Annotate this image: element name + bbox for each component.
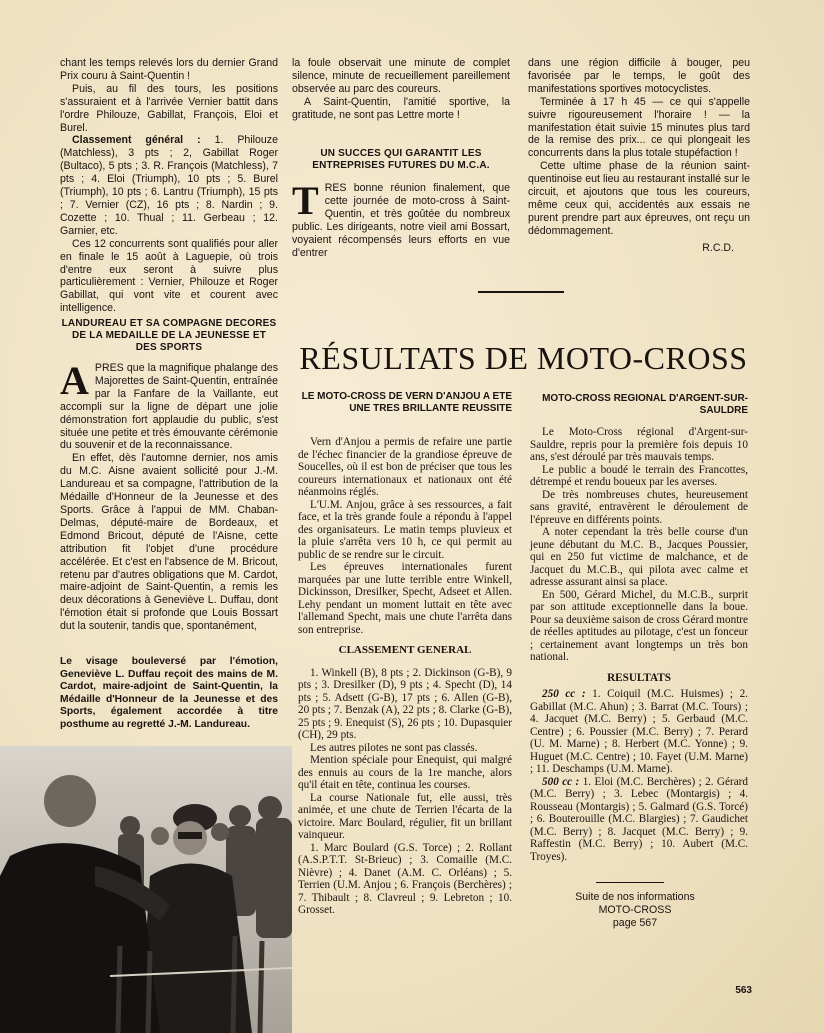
paragraph: Les autres pilotes ne sont pas classés.	[310, 741, 478, 754]
succes-heading: UN SUCCES QUI GARANTIT LES ENTREPRISES FUTURES DU M.C.A.	[312, 148, 490, 171]
paragraph: dans une région difficile à bouger, peu favorisée par le temps, le goût des manifestations sportives motocyclistes.	[528, 57, 750, 95]
ceremony-photo-drawing	[0, 746, 292, 1033]
suite-note	[560, 891, 710, 930]
classement-heading: CLASSEMENT GENERAL	[338, 644, 472, 656]
paragraph: L'U.M. Anjou, grâce à ses ressources, a fait face, et la très grande foule a répondu à l'appel des organisateurs. Le matin temps pluvieux et la pluie s'arrêta vers 10 h, ce qui permit au public de se rendre sur le circuit.	[298, 498, 512, 561]
results-heading: RESULTATS	[607, 671, 671, 684]
paragraph: En effet, dès l'automne dernier, nos amis du M.C. Aisne avaient sollicité pour J.-M. Landureau et sa compagne, l'attribution de la Médaille d'Honneur de la Jeunesse et des Sports. Grâce à l'appui de MM. Chaban-Delmas, député-maire de Bordeaux, et Edmond Bricout, député de l'Aisne, cette attribution fit l'objet d'une procédure accélérée. Et c'est en l'absence de M. Bricout, retenu par d'autres obligations que M. Cardot, maire-adjoint de Saint-Quentin, a remis les deux décorations à Geneviève L. Duffau, dont l'émotion était si profonde que Louis Bossart dut la soutenir, tandis que, spontanément,	[60, 452, 278, 633]
results-500	[530, 776, 748, 864]
ceremony-photo	[0, 746, 292, 1033]
photo-caption: Le visage bouleversé par l'émotion, Geneviève L. Duffau reçoit des mains de M. Cardot, maire-adjoint de Saint-Quentin, la Médaille d'Honneur de la Jeunesse et des Sports, également accordée à titre posthume au regretté J.-M. Landureau.	[60, 656, 278, 730]
column-2-top	[292, 57, 510, 122]
results-500-text: 1. Eloi (M.C. Berchères) ; 2. Gérard (M.C. Berry) ; 3. Lebec (Montargis) ; 4. Rousseau (Montargis) ; 5. Galmard (G.S. Torcé) ; 6. Bouterouille (M.C. Blargies) ; 7. Gaudichet (M.C. Berry) ; 8. Jacquet (M.C. Berry) ; 9. Raffestin (M.C. Berry) ; 10. Aubert (M.C. Troyes).	[530, 775, 748, 863]
paragraph: chant les temps relevés lors du dernier Grand Prix couru à Saint-Quentin !	[60, 57, 278, 82]
label-500cc: 500 cc :	[542, 775, 580, 788]
paragraph: Le Moto-Cross régional d'Argent-sur-Sauldre, repris pour la première fois depuis 10 ans, s'est déroulé par très mauvais temps.	[530, 426, 748, 463]
suite-divider	[596, 882, 664, 883]
landureau-article	[60, 358, 278, 633]
paragraph: Puis, au fil des tours, les positions s'assuraient et à l'arrivée Vernier battit dans l'ordre Philouze, Gabillat, François, Eloi et Burel.	[60, 82, 278, 134]
paragraph: Mention spéciale pour Enequist, qui malgré des ennuis au cours de la 1re manche, alors qu'il était en tête, continua les courses.	[298, 754, 512, 791]
suite-line-1: Suite de nos informations	[575, 891, 695, 903]
succes-article	[292, 178, 510, 259]
results-250	[530, 688, 748, 776]
column-1-top	[60, 57, 278, 315]
paragraph: Les épreuves internationales furent marquées par une lutte terrible entre Winkell, Dickinsson, Dresilker, Specht, Adseet et Allen. Lehy pendant un moment luttait en tête avec l'allemand Specht, mais une chute l'arrêta dans son entreprise.	[298, 561, 512, 636]
signature: R.C.D.	[702, 241, 734, 254]
suite-line-3: page 567	[612, 917, 658, 929]
paragraph: la foule observait une minute de complet silence, minute de recueillement pareillement observée au parc des coureurs.	[292, 57, 510, 95]
paragraph: Vern d'Anjou a permis de refaire une partie de l'échec financier de la grandiose épreuve de Soucelles, où il est bon de préciser que tous les coureurs internationaux et nationaux ont été néanmoins réglés.	[298, 436, 512, 498]
results-250-text: 1. Coiquil (M.C. Huismes) ; 2. Gabillat (M.C. Ahun) ; 3. Barrat (M.C. Tours) ; 4. Jacquet (M.C. Berry) ; 5. Gerbaud (M.C. Centre) ; 6. Poussier (M.C. Berry) ; 7. Perard (U. M. Marne) ; 8. Herbert (M.C. Yonne) ; 9. Huguet (M.C. Centre) ; 10. Fayet (U.M. Marne) ; 11. Deschamps (U.M. Marne).	[530, 688, 748, 775]
paragraph: Terminée à 17 h 45 — ce qui s'appelle suivre rigoureusement l'horaire ! — la manifestation était suivie 15 minutes plus tard de la remise des prix... ce qui plongeait les concurrents dans la plus totale stupéfaction !	[528, 95, 750, 160]
argent-article	[530, 426, 748, 863]
main-title: RÉSULTATS DE MOTO-CROSS	[299, 340, 748, 376]
paragraph: 1. Marc Boulard (G.S. Torce) ; 2. Rollant (A.S.P.T.T. St-Brieuc) ; 3. Comaille (M.C. Nièvre) ; 4. Danet (A.M. C. Orléans) ; 5. Terrien (U.M. Anjou ; 6. François (Berchères) ; 7. Thibault ; 8. Clavreul ; 9. Lebreton ; 10. Grosset.	[298, 841, 512, 916]
vern-article	[298, 436, 512, 917]
paragraph: En 500, Gérard Michel, du M.C.B., surprit par son attitude exceptionnelle dans la boue. Pour sa deuxième saison de cross Gérard montre de réelles aptitudes au pilotage, c'est un fonceur ; certainement avant longtemps un très bon national.	[530, 588, 748, 663]
classement-label: Classement général :	[72, 134, 201, 147]
landureau-heading: LANDUREAU ET SA COMPAGNE DECORES DE LA MEDAILLE DE LA JEUNESSE ET DES SPORTS	[61, 318, 277, 353]
argent-heading: MOTO-CROSS REGIONAL D'ARGENT-SUR-SAULDRE	[542, 393, 748, 416]
classement-general	[60, 134, 278, 237]
column-3-top	[528, 57, 750, 255]
classement-results: 1. Winkell (B), 8 pts ; 2. Dickinson (G-B), 9 pts ; 3. Dresilker (D), 9 pts ; 4. Specht (D), 14 pts ; 5. Adsett (G-B), 17 pts ; 6. Allen (G-B), 20 pts ; 7. Benzak (A), 22 pts ; 8. Clarke (G-B), 25 pts ; 9. Enequist (S), 26 pts ; 10. Dupasquier (CH), 29 pts.	[298, 666, 512, 741]
paragraph: PRES que la magnifique phalange des Majorettes de Saint-Quentin, entraînée par la Fanfare de la Vaillante, eut accompli sur la ligne de départ une jolie démonstration fort applaudie du public, s'est située une petite et très émouvante cérémonie du souvenir et de la reconnaissance.	[60, 362, 278, 452]
dropcap-a: A	[60, 358, 89, 403]
paragraph: La course Nationale fut, elle aussi, très animée, et une chute de Terrien l'écarta de la victoire. Marc Boulard, régulier, fit un brillant vainqueur.	[298, 791, 512, 841]
paragraph: Le public a boudé le terrain des Francottes, détrempé et rendu boueux par les averses.	[530, 463, 748, 488]
page-number: 563	[735, 985, 752, 996]
suite-line-2: MOTO-CROSS	[598, 904, 672, 916]
dropcap-t: T	[292, 178, 319, 223]
paragraph: Ces 12 concurrents sont qualifiés pour aller en finale le 15 août à Laguepie, où trois d'entre eux seront à suivre plus particulièrement : Vernier, Philouze et Roger Gabillat, qui vont vite et courent avec intelligence.	[60, 237, 278, 315]
section-divider	[478, 291, 564, 293]
vern-heading: LE MOTO-CROSS DE VERN D'ANJOU A ETE UNE TRES BRILLANTE REUSSITE	[301, 391, 512, 414]
paragraph: De très nombreuses chutes, heureusement sans gravité, entravèrent le déroulement de l'épreuve en différents points.	[530, 488, 748, 526]
label-250cc: 250 cc :	[542, 688, 586, 700]
paragraph: Cette ultime phase de la réunion saint-quentinoise eut lieu au restaurant installé sur le circuit, et ajoutons que tous les coureurs, même ceux qui, accidentés aux essais ne purent prendre part aux épreuves, ont reçu un dédommagement.	[528, 160, 750, 237]
classement-text: 1. Philouze (Matchless), 3 pts ; 2, Gabillat Roger (Bultaco), 5 pts ; 3. R. François (Matchless), 7 pts ; 4. Eloi (Triumph), 10 pts ; 5. Burel (Triumph), 10 pts ; 6. Lantru (Triumph), 15 pts ; 7. Vernier (CZ), 16 pts ; 8. Nardin ; 9. Cozette ; 10. Thual ; 11. Gerbeau ; 12. Garnier, etc.	[60, 134, 278, 237]
paragraph: A Saint-Quentin, l'amitié sportive, la gratitude, ne sont pas Lettre morte !	[292, 95, 510, 121]
paragraph: RES bonne réunion finalement, que cette journée de moto-cross à Saint-Quentin, et très goûtée du nombreux public. Les dirigeants, notre vieil ami Bossart, voyaient récompensés leurs efforts en vue d'entrer	[292, 182, 510, 259]
paragraph: A noter cependant la très belle course d'un jeune débutant du M.C. B., Jacques Poussier, qui en 250 fut victime de malchance, et de Jacquet du M.C.B., qui pilota avec calme et adresse assurant ainsi sa place.	[530, 526, 748, 588]
